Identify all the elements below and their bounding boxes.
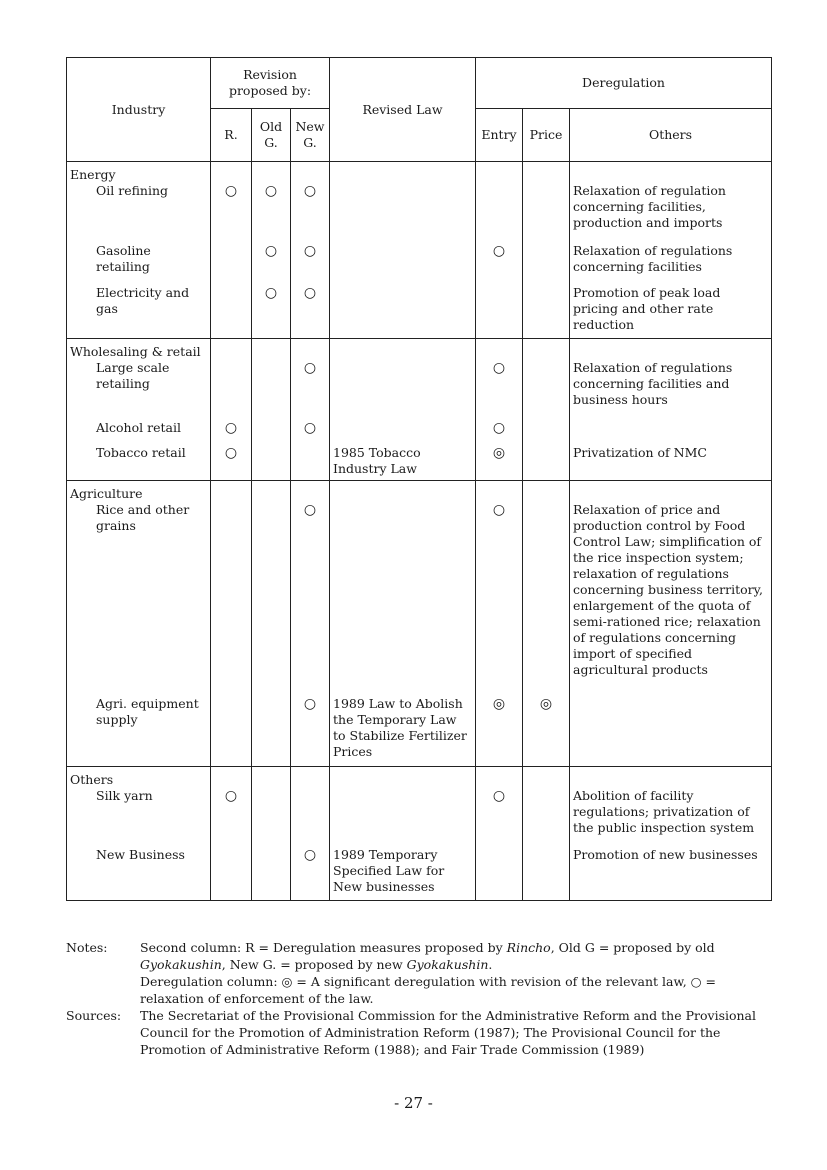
header-others: Others — [570, 109, 772, 162]
industry-cell: Oil refining — [67, 183, 211, 243]
header-new-g: New G. — [291, 109, 330, 162]
mark-entry — [476, 285, 523, 338]
industry-cell: Silk yarn — [67, 788, 211, 847]
mark-old-g — [252, 502, 291, 696]
mark-entry: ○ — [476, 360, 523, 420]
table-row-new-business — [67, 847, 772, 901]
mark-new-g: ○ — [291, 285, 330, 338]
group-row-others — [67, 766, 772, 788]
table-row-agri-equipment-supply — [67, 696, 772, 766]
table-row-electricity-and-gas — [67, 285, 772, 338]
table-row-gasoline-retailing — [67, 243, 772, 285]
header-industry: Industry — [67, 58, 211, 162]
sources-text: The Secretariat of the Provisional Commission for the Administrative Reform and the Provisional Council for the Promotion of Administration Reform (1987); The Provisional Council for the Promotion of Administrative Reform (1988); and Fair Trade Commission (1989) — [140, 1008, 757, 1057]
revised-law-cell — [330, 243, 476, 285]
mark-new-g: ○ — [291, 696, 330, 766]
mark-price: ◎ — [523, 696, 570, 766]
mark-entry — [476, 847, 523, 901]
industry-cell: Tobacco retail — [67, 445, 211, 481]
mark-r: ○ — [211, 445, 252, 481]
notes-row — [66, 939, 771, 1007]
header-revised-law: Revised Law — [330, 58, 476, 162]
header-price: Price — [523, 109, 570, 162]
mark-price — [523, 243, 570, 285]
mark-entry: ○ — [476, 420, 523, 445]
mark-new-g — [291, 788, 330, 847]
industry-cell: Agri. equipment supply — [67, 696, 211, 766]
deregulation-table — [66, 57, 772, 901]
mark-r — [211, 696, 252, 766]
industry-cell: Large scale retailing — [67, 360, 211, 420]
mark-old-g — [252, 788, 291, 847]
others-cell: Promotion of new businesses — [570, 847, 772, 901]
mark-old-g — [252, 445, 291, 481]
others-cell: Promotion of peak load pricing and other rate reduction — [570, 285, 772, 338]
mark-old-g — [252, 847, 291, 901]
revised-law-cell: 1989 Temporary Specified Law for New businesses — [330, 847, 476, 901]
mark-old-g — [252, 696, 291, 766]
revised-law-cell — [330, 502, 476, 696]
revised-law-cell — [330, 285, 476, 338]
group-label: Others — [67, 766, 211, 788]
others-cell: Privatization of NMC — [570, 445, 772, 481]
group-row-energy — [67, 162, 772, 184]
mark-price — [523, 285, 570, 338]
mark-price — [523, 183, 570, 243]
industry-cell: New Business — [67, 847, 211, 901]
mark-new-g: ○ — [291, 243, 330, 285]
revised-law-cell — [330, 420, 476, 445]
industry-cell: Alcohol retail — [67, 420, 211, 445]
mark-price — [523, 445, 570, 481]
mark-old-g — [252, 360, 291, 420]
mark-new-g — [291, 445, 330, 481]
sources-label: Sources: — [66, 1008, 122, 1023]
industry-cell: Gasoline retailing — [67, 243, 211, 285]
mark-old-g: ○ — [252, 285, 291, 338]
mark-entry: ◎ — [476, 445, 523, 481]
others-cell: Abolition of facility regulations; privatization of the public inspection system — [570, 788, 772, 847]
mark-r — [211, 847, 252, 901]
mark-old-g — [252, 420, 291, 445]
table-row-large-scale-retailing — [67, 360, 772, 420]
mark-entry: ○ — [476, 788, 523, 847]
revised-law-cell — [330, 183, 476, 243]
notes-label: Notes: — [66, 940, 108, 955]
revised-law-cell: 1989 Law to Abolish the Temporary Law to Stabilize Fertilizer Prices — [330, 696, 476, 766]
mark-r — [211, 360, 252, 420]
others-cell — [570, 420, 772, 445]
mark-entry: ○ — [476, 502, 523, 696]
industry-cell: Rice and other grains — [67, 502, 211, 696]
mark-new-g: ○ — [291, 420, 330, 445]
table-row-oil-refining — [67, 183, 772, 243]
mark-price — [523, 420, 570, 445]
table-row-alcohol-retail — [67, 420, 772, 445]
header-r: R. — [211, 109, 252, 162]
header-old-g: Old G. — [252, 109, 291, 162]
mark-r: ○ — [211, 420, 252, 445]
group-label: Energy — [67, 162, 211, 184]
group-label: Wholesaling & retail — [67, 338, 211, 360]
mark-entry: ◎ — [476, 696, 523, 766]
mark-entry — [476, 183, 523, 243]
mark-r — [211, 243, 252, 285]
sources-row — [66, 1007, 771, 1058]
table-row-tobacco-retail — [67, 445, 772, 481]
mark-r: ○ — [211, 183, 252, 243]
page-number: - 27 - — [394, 1094, 433, 1112]
group-row-agriculture — [67, 481, 772, 503]
notes-line-2: Deregulation column: ◎ = A significant deregulation with revision of the relevant law, ○ = relaxation of enforcement of the law. — [140, 974, 717, 1006]
others-cell: Relaxation of price and production control by Food Control Law; simplification of the rice inspection system; relaxation of regulations concerning business territory, enlargement of the quota of semi-rationed rice; relaxation of regulations concerning import of specified agricultural products — [570, 502, 772, 696]
mark-old-g: ○ — [252, 183, 291, 243]
others-cell: Relaxation of regulations concerning facilities and business hours — [570, 360, 772, 420]
revised-law-cell — [330, 360, 476, 420]
mark-r — [211, 285, 252, 338]
revised-law-cell: 1985 Tobacco Industry Law — [330, 445, 476, 481]
mark-price — [523, 502, 570, 696]
mark-price — [523, 360, 570, 420]
mark-r — [211, 502, 252, 696]
industry-cell: Electricity and gas — [67, 285, 211, 338]
mark-old-g: ○ — [252, 243, 291, 285]
others-cell — [570, 696, 772, 766]
mark-new-g: ○ — [291, 502, 330, 696]
mark-new-g: ○ — [291, 847, 330, 901]
header-deregulation: Deregulation — [476, 58, 772, 109]
notes-text — [140, 939, 771, 1007]
mark-new-g: ○ — [291, 360, 330, 420]
mark-entry: ○ — [476, 243, 523, 285]
notes-line-1: Second column: R = Deregulation measures proposed by Rincho, Old G = proposed by old Gyokakushin, New G. = proposed by new Gyokakushin. — [140, 940, 715, 972]
table-notes — [66, 939, 771, 1058]
mark-price — [523, 847, 570, 901]
table-row-rice-and-other-grains — [67, 502, 772, 696]
mark-r: ○ — [211, 788, 252, 847]
header-entry: Entry — [476, 109, 523, 162]
mark-price — [523, 788, 570, 847]
mark-new-g: ○ — [291, 183, 330, 243]
others-cell: Relaxation of regulation concerning facilities, production and imports — [570, 183, 772, 243]
revised-law-cell — [330, 788, 476, 847]
group-row-wholesaling — [67, 338, 772, 360]
table-row-silk-yarn — [67, 788, 772, 847]
header-revision-proposed-by: Revision proposed by: — [211, 58, 330, 109]
group-label: Agriculture — [67, 481, 211, 503]
others-cell: Relaxation of regulations concerning facilities — [570, 243, 772, 285]
